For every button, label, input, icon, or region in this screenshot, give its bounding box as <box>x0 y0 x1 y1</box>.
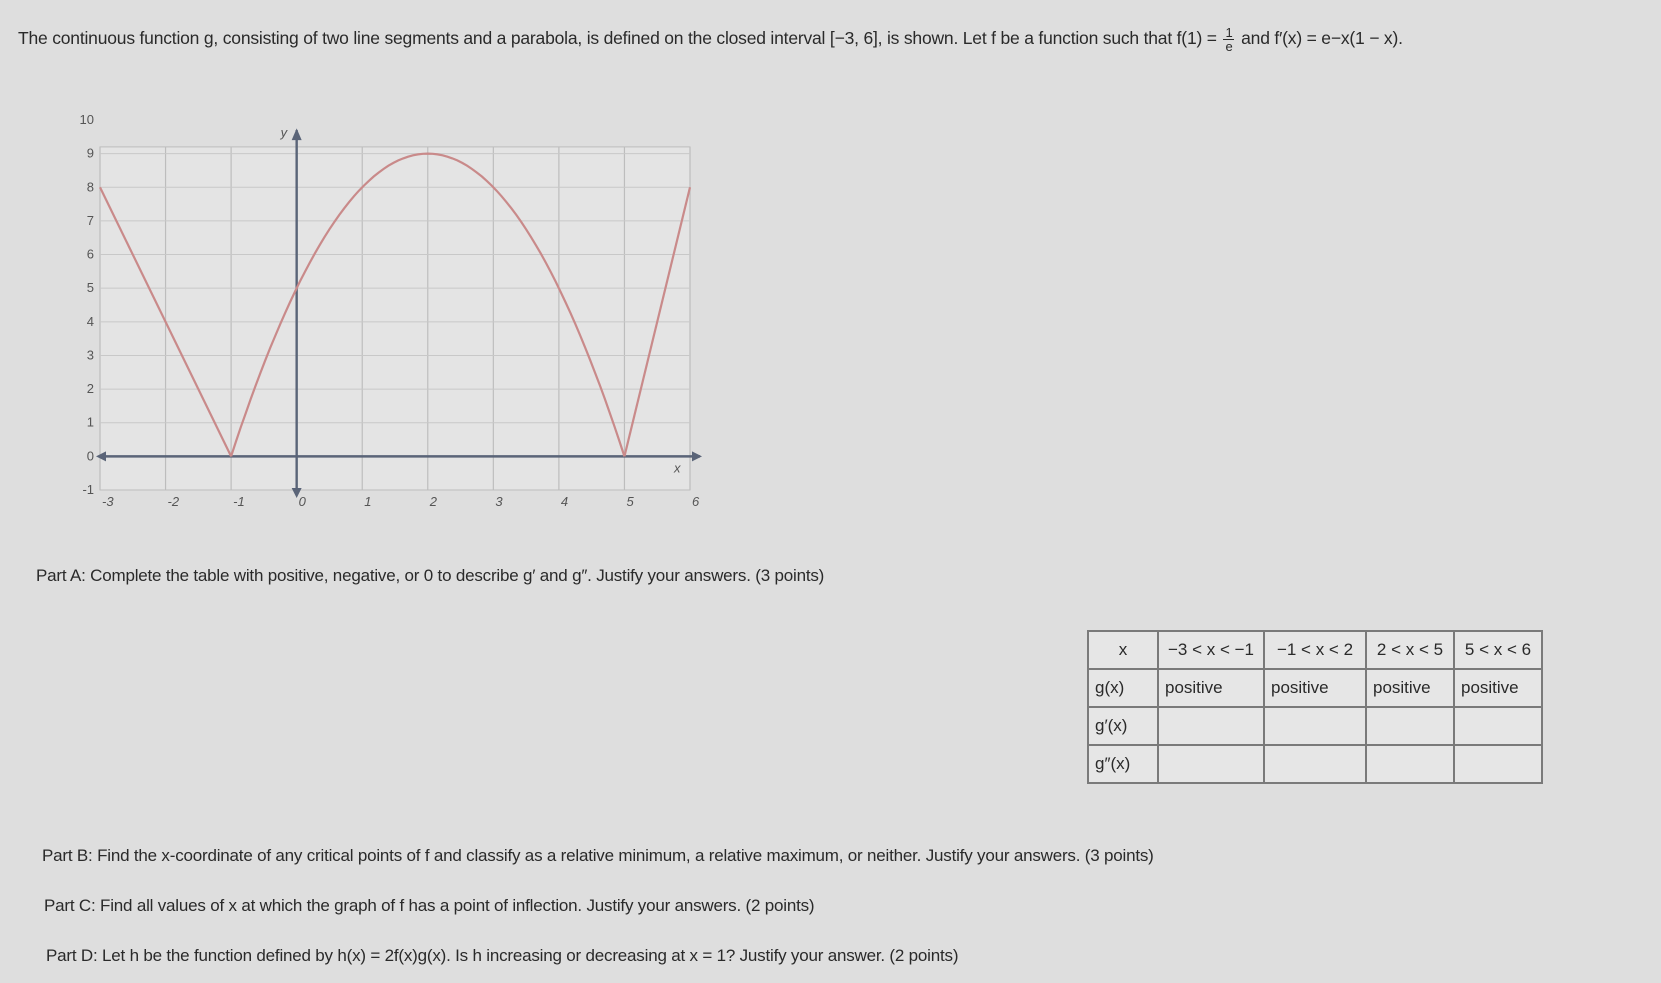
row-label: g″(x) <box>1088 745 1158 783</box>
y-tick-label: 0 <box>86 448 94 464</box>
table-header-cell: 5 < x < 6 <box>1454 631 1542 669</box>
x-tick-label: 3 <box>495 494 503 509</box>
table-header-row <box>1088 631 1542 669</box>
y-tick-label: 10 <box>79 112 94 127</box>
x-tick-label: 5 <box>626 494 634 509</box>
x-tick-label: 2 <box>429 494 438 509</box>
table-row-g-prime <box>1088 707 1542 745</box>
part-d-prompt: Part D: Let h be the function defined by h(x) = 2f(x)g(x). Is h increasing or decreasing at x = 1? Justify your answer. (2 points) <box>46 946 959 965</box>
answer-cell[interactable] <box>1454 745 1542 783</box>
y-tick-label: 5 <box>86 280 94 296</box>
table-header-cell: −1 < x < 2 <box>1264 631 1366 669</box>
graph-of-g <box>0 0 720 520</box>
y-tick-label: 4 <box>86 313 94 329</box>
row-label: g(x) <box>1088 669 1158 707</box>
table-header-cell: x <box>1088 631 1158 669</box>
fraction-numerator: 1 <box>1225 25 1233 40</box>
x-tick-label: 4 <box>560 494 569 509</box>
y-tick-label: 6 <box>86 246 94 262</box>
fraction-denominator: e <box>1225 39 1233 54</box>
table-header-cell: 2 < x < 5 <box>1366 631 1454 669</box>
part-b-prompt: Part B: Find the x-coordinate of any critical points of f and classify as a relative minimum, a relative maximum, or neither. Justify your answers. (3 points) <box>42 846 1154 865</box>
x-tick-label: 6 <box>692 494 700 509</box>
table-cell: positive <box>1264 669 1366 707</box>
answer-cell[interactable] <box>1158 745 1264 783</box>
part-a-prompt: Part A: Complete the table with positive, negative, or 0 to describe g′ and g″. Justify your answers. (3 points) <box>36 566 825 585</box>
x-tick-label: -3 <box>102 494 114 509</box>
y-tick-label: 8 <box>86 179 94 195</box>
x-axis-label: x <box>674 460 681 476</box>
answer-cell[interactable] <box>1264 745 1366 783</box>
row-label: g′(x) <box>1088 707 1158 745</box>
x-axis-arrow <box>692 451 702 461</box>
table-cell: positive <box>1366 669 1454 707</box>
x-tick-label: 0 <box>298 494 306 509</box>
fraction <box>1223 26 1234 53</box>
y-tick-label: 2 <box>86 381 94 397</box>
part-c-prompt: Part C: Find all values of x at which the graph of f has a point of inflection. Justify your answers. (2 points) <box>44 896 815 915</box>
answer-cell[interactable] <box>1264 707 1366 745</box>
table-row-g-double-prime <box>1088 745 1542 783</box>
table-cell: positive <box>1158 669 1264 707</box>
y-axis-label: y <box>280 124 288 140</box>
plot-area <box>100 147 690 490</box>
intro-text: The continuous function g, consisting of two line segments and a parabola, is defined on the closed interval [−3, 6], is shown. Let f be a function such that f(1) = <box>18 28 1222 49</box>
table-cell: positive <box>1454 669 1542 707</box>
x-tick-label: 1 <box>364 494 372 509</box>
y-axis-arrow <box>292 128 302 140</box>
y-tick-label: 9 <box>86 145 94 161</box>
y-tick-label: 7 <box>86 212 94 228</box>
answer-cell[interactable] <box>1158 707 1264 745</box>
answer-cell[interactable] <box>1366 707 1454 745</box>
table-row-g <box>1088 669 1542 707</box>
x-tick-label: -1 <box>233 494 245 509</box>
intro-text-2: and f′(x) = e−x(1 − x). <box>1236 28 1403 49</box>
y-tick-label: -1 <box>82 482 94 497</box>
answer-cell[interactable] <box>1454 707 1542 745</box>
y-tick-label: 3 <box>86 347 94 363</box>
table-header-cell: −3 < x < −1 <box>1158 631 1264 669</box>
y-tick-label: 1 <box>86 414 94 430</box>
answer-cell[interactable] <box>1366 745 1454 783</box>
x-tick-label: -2 <box>167 494 180 509</box>
sign-table <box>1087 630 1543 784</box>
